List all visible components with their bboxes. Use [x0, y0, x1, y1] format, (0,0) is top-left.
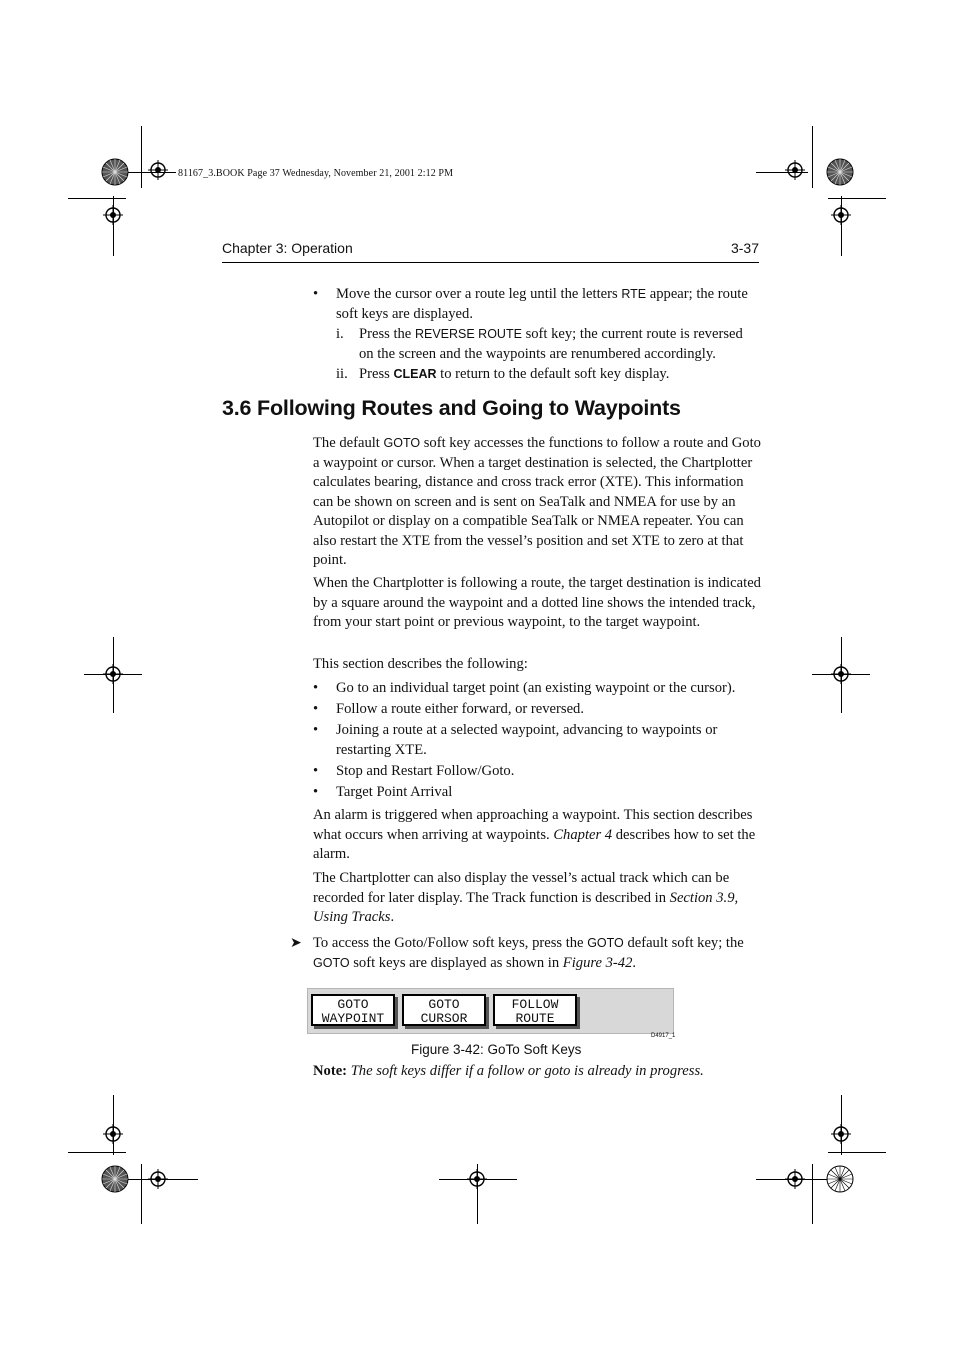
registration-target-icon [103, 664, 123, 684]
list-item: • Follow a route either forward, or reversed. [313, 701, 585, 717]
registration-target-icon [467, 1169, 487, 1189]
list-item: • Target Point Arrival [313, 783, 453, 800]
bullet-list [313, 679, 761, 802]
intro-bullet: • Move the cursor over a route leg until the letters RTE appear; the route soft keys are displayed. [313, 286, 748, 322]
note [313, 1063, 704, 1080]
registration-target-icon [785, 160, 805, 180]
registration-target-icon [831, 664, 851, 684]
paragraph: The default GOTO soft key accesses the functions to follow a route and Goto a waypoint or cursor. When a target destination is selected, the Chartplotter calculates bearing, distance and cross track error (XTE). This information can be shown on screen and is sent on SeaTalk and NMEA for use by an Autopilot or display on a compatible SeaTalk or NMEA repeater. You can also restart the XTE from the vessel’s position and set XTE to zero at that point. [313, 435, 761, 568]
note-label: Note: [313, 1063, 348, 1079]
registration-target-icon [785, 1169, 805, 1189]
registration-target-icon [103, 1124, 123, 1144]
color-calibration-dial-icon [101, 158, 129, 186]
paragraph: When the Chartplotter is following a route, the target destination is indicated by a square around the waypoint and a dotted line shows the intended track, from your start point or previous waypoint, to the target waypoint. [313, 575, 761, 630]
registration-target-icon [148, 160, 168, 180]
arrow-icon: ➤ [290, 936, 302, 951]
registration-target-icon [148, 1169, 168, 1189]
page-number: 3-37 [730, 240, 759, 256]
paragraph: The Chartplotter can also display the vessel’s actual track which can be recorded for later display. The Track function is described in Section 3.9, Using Tracks. [313, 870, 739, 925]
chapter-title: Chapter 3: Operation [222, 240, 353, 256]
sub-item: i. Press the REVERSE ROUTE soft key; the current route is reversed on the screen and the waypoints are renumbered accordingly. [336, 326, 743, 362]
key-label: CLEAR [393, 367, 437, 381]
softkey-goto-waypoint: GOTO WAYPOINT [311, 994, 395, 1026]
paragraph: An alarm is triggered when approaching a waypoint. This section describes what occurs when arriving at waypoints. Chapter 4 describes how to set the alarm. [313, 807, 756, 862]
procedure-step: ➤ To access the Goto/Follow soft keys, press the GOTO default soft key; the GOTO soft keys are displayed as shown in Figure 3-42. [290, 935, 744, 971]
sub-item-number: i. [336, 326, 344, 342]
note-text: The soft keys differ if a follow or goto is already in progress. [347, 1063, 704, 1079]
figure-code: D4917_1 [651, 1033, 676, 1039]
list-item: • Joining a route at a selected waypoint, advancing to waypoints or restarting XTE. [313, 722, 718, 758]
softkey-goto-cursor: GOTO CURSOR [402, 994, 486, 1026]
softkey-figure [307, 988, 674, 1034]
cross-reference: Section 3.9, Using Tracks [313, 889, 739, 925]
list-item: • Stop and Restart Follow/Goto. [313, 762, 515, 779]
cross-reference: Chapter 4 [553, 826, 613, 843]
figure-caption: Figure 3-42: GoTo Soft Keys [411, 1042, 582, 1057]
paragraph: This section describes the following: [313, 656, 528, 672]
sub-item: ii. Press CLEAR to return to the default soft key display. [313, 365, 761, 385]
key-label: REVERSE ROUTE [414, 327, 522, 341]
key-label: GOTO [587, 936, 624, 950]
print-stamp: 81167_3.BOOK Page 37 Wednesday, November 21, 2001 2:12 PM [178, 168, 454, 179]
color-calibration-dial-icon [101, 1165, 129, 1193]
color-calibration-dial-icon [826, 158, 854, 186]
registration-target-icon [103, 205, 123, 225]
registration-target-icon [831, 205, 851, 225]
sub-item-number: ii. [336, 366, 348, 382]
key-label: RTE [621, 287, 647, 301]
key-label: GOTO [383, 436, 421, 450]
color-calibration-dial-icon [826, 1165, 854, 1193]
registration-target-icon [831, 1124, 851, 1144]
key-label: GOTO [313, 955, 350, 970]
running-header [222, 240, 759, 263]
section-heading: 3.6 Following Routes and Going to Waypoints [222, 396, 681, 420]
softkey-follow-route: FOLLOW ROUTE [493, 994, 577, 1026]
list-item: • Go to an individual target point (an existing waypoint or the cursor). [313, 680, 736, 696]
cross-reference: Figure 3-42 [562, 954, 633, 971]
